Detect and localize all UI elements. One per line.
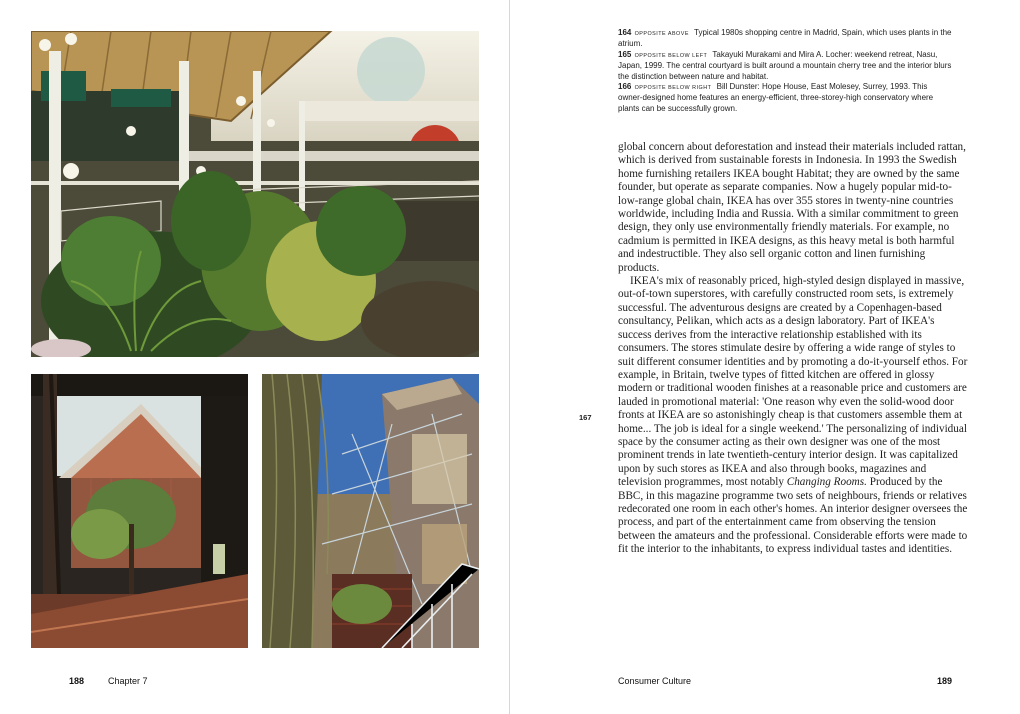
caption-position: OPPOSITE BELOW LEFT [634,52,708,59]
caption-text: Takayuki Murakami and Mira A. Locher: weekend retreat, Nasu, Japan, 1999. The central courtyard is built around a mountain cherry tree and the interior blurs the distinction between nature and habitat. [618,49,952,81]
caption-166 [618,82,952,114]
photo-shopping-centre-atrium [31,31,479,357]
photo-captions [618,28,952,114]
right-page-number: 189 [937,676,953,686]
caption-165 [618,50,952,82]
paragraph-2-text-end: Produced by the BBC, in this magazine programme two sets of neighbours, friends or relatives redecorated one room in each other's homes. An interior designer oversees the process, and part of the entertainment came from observing the tension between the amateurs and the professional. Considerable efforts were made to fit the interior to the inhabitants, to express individual tastes and identities. [618,476,968,556]
programme-title: Changing Rooms. [786,476,867,489]
caption-number: 166 [618,82,632,92]
conservatory-illustration [262,374,479,648]
left-running-head: Chapter 7 [108,676,148,686]
paragraph-1: global concern about deforestation and instead their materials included rattan, which is derived from sustainable forests in Indonesia. In 1993 the Swedish home furnishing retailers IKEA bought Habitat; they are owned by the same founder, but operate as separate companies. Now a hugely popular mid-to-low-range global chain, IKEA has over 355 stores in twenty-nine countries worldwide, including India and Russia. With a similar commitment to green design, they only use environmentally friendly materials. For example, no cadmium is permitted in IKEA designs, as this heavy metal is both harmful and indestructible. They also sell organic cotton and linen furnishing products. [618,141,966,274]
caption-164 [618,28,952,50]
atrium-illustration [31,31,479,357]
photo-hope-house-conservatory [262,374,479,648]
caption-number: 164 [618,28,632,37]
caption-text: Typical 1980s shopping centre in Madrid, Spain, which uses plants in the atrium. [618,28,952,49]
right-page [510,0,1020,714]
caption-number: 165 [618,49,632,59]
photo-weekend-retreat-courtyard [31,374,248,648]
body-text [618,141,968,557]
courtyard-illustration [31,374,248,648]
paragraph-2-text-start: IKEA's mix of reasonably priced, high-styled design displayed in massive, out-of-town superstores, with carefully constructed room sets, is extremely successful. The adventurous designs are created by a Copenhagen-based consultancy, Pelikan, which acts as a design laboratory. Part of IKEA's success derives from the interactive relationship established with its consumers. The stores stimulate desire by offering a wide range of styles to suit different consumer identities and by promoting a do-it-yourself ethos. For example, in Britain, twelve types of fitted kitchen are offered in glossy modern or traditional wooden finishes at a reasonable price and customers are lauded in promotional material: 'One reason why even the solid-wood door fronts at IKEA are so astonishingly cheap is that customers assemble them at home... The job is ideal for a single weekend.' The personalizing of individual space by the consumer acting as their own designer was one of the most prominent trends in late twentieth-century interior design. It was capitalized upon by such stores as IKEA and also through books, magazines and television programmes, most notably [618,275,968,489]
caption-position: OPPOSITE ABOVE [634,31,689,37]
right-running-head: Consumer Culture [618,676,692,686]
marginal-reference-number: 167 [579,413,592,422]
caption-position: OPPOSITE BELOW RIGHT [634,85,712,92]
paragraph-2 [618,275,968,557]
caption-text: Bill Dunster: Hope House, East Molesey, Surrey, 1993. This owner-designed home features an energy-efficient, three-storey-high conservatory where plants can be successfully grown. [618,82,934,113]
left-page-number: 188 [69,676,85,686]
